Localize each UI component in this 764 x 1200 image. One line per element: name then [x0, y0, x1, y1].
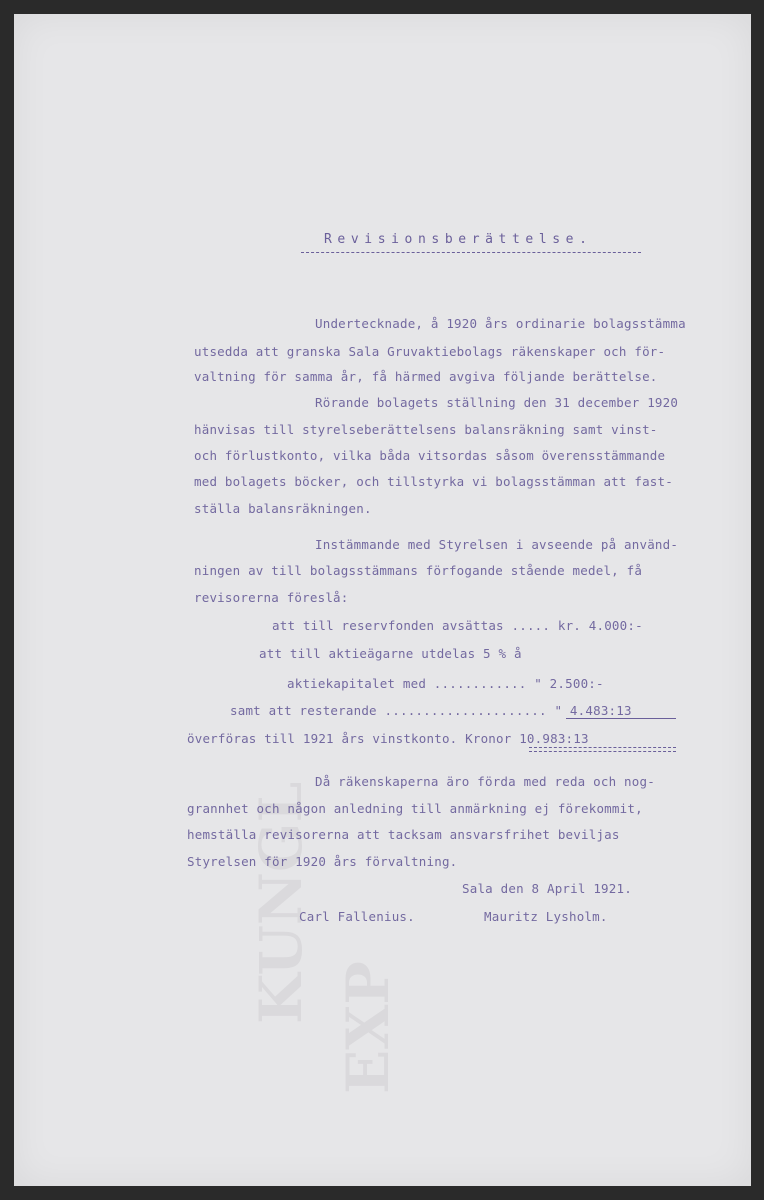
proposal-line: att till aktieägarne utdelas 5 % å — [259, 646, 522, 661]
body-line: ningen av till bolagsstämmans förfogande stående medel, få — [194, 563, 643, 578]
body-line: Rörande bolagets ställning den 31 december 1920 — [315, 395, 679, 410]
body-line: Styrelsen för 1920 års förvaltning. — [187, 854, 458, 869]
body-line: valtning för samma år, få härmed avgiva följande berättelse. — [194, 369, 658, 384]
total-double-underline — [529, 747, 676, 752]
document-page — [14, 14, 751, 1186]
proposal-line: samt att resterande ..................... " 4.483:13 — [230, 703, 632, 718]
body-line: Instämmande med Styrelsen i avseende på använd- — [315, 537, 679, 552]
faded-stamp-mark: KUNGL — [247, 781, 315, 1024]
body-line: Då räkenskaperna äro förda med reda och nog- — [315, 774, 655, 789]
body-line: med bolagets böcker, och tillstyrka vi bolagsstämman att fast- — [194, 474, 673, 489]
proposal-line: att till reservfonden avsättas ..... kr. 4.000:- — [272, 618, 643, 633]
body-line: grannhet och någon anledning till anmärkning ej förekommit, — [187, 801, 643, 816]
title-underline — [301, 252, 641, 253]
amount-underline — [566, 718, 676, 719]
body-line: utsedda att granska Sala Gruvaktiebolags räkenskaper och för- — [194, 344, 666, 359]
total-line: överföras till 1921 års vinstkonto. Kronor 10.983:13 — [187, 731, 589, 746]
body-line: ställa balansräkningen. — [194, 501, 372, 516]
body-line: Undertecknade, å 1920 års ordinarie bolagsstämma — [315, 316, 686, 331]
faded-stamp-mark-2: EXP — [334, 961, 402, 1094]
body-line: hänvisas till styrelseberättelsens balansräkning samt vinst- — [194, 422, 658, 437]
body-line: hemställa revisorerna att tacksam ansvarsfrihet beviljas — [187, 827, 620, 842]
signature-right: Mauritz Lysholm. — [484, 909, 608, 924]
signature-left: Carl Fallenius. — [299, 909, 415, 924]
body-line: och förlustkonto, vilka båda vitsordas såsom överensstämmande — [194, 448, 666, 463]
body-line: revisorerna föreslå: — [194, 590, 349, 605]
proposal-line: aktiekapitalet med ............ " 2.500:- — [287, 676, 604, 691]
document-title: Revisionsberättelse. — [324, 232, 593, 247]
date-line: Sala den 8 April 1921. — [462, 881, 632, 896]
